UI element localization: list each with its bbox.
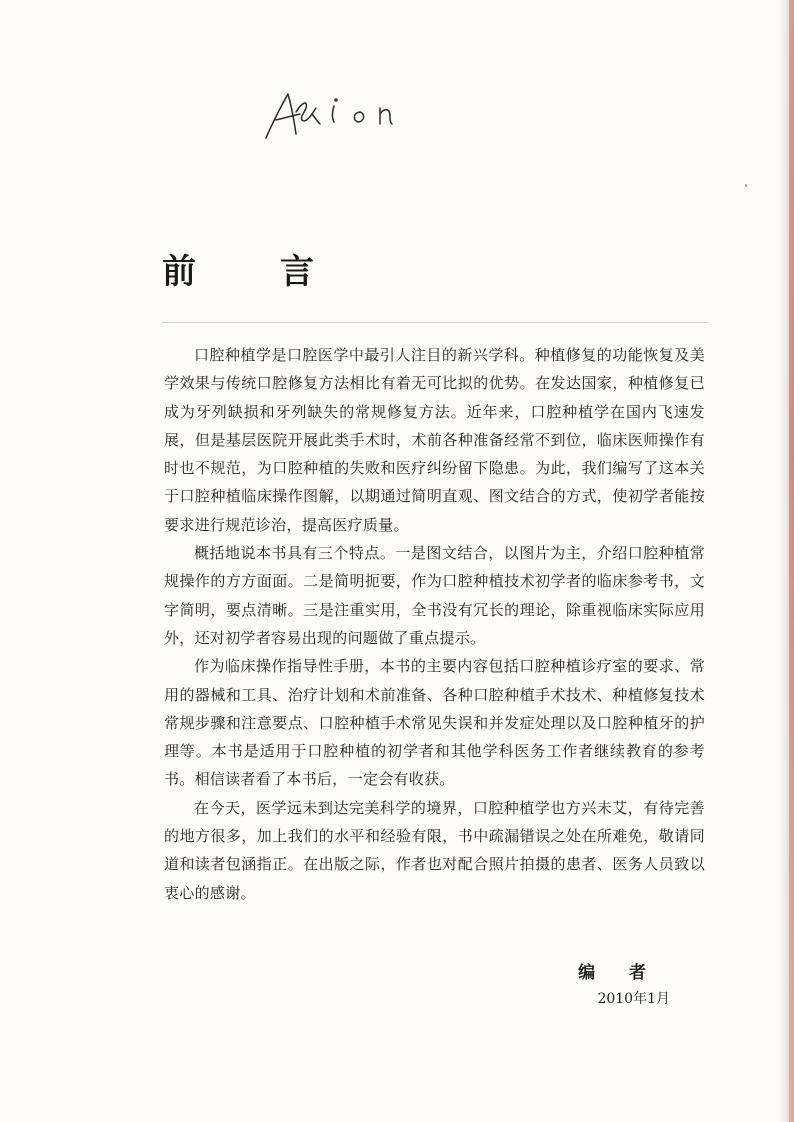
paragraph: 口腔种植学是口腔医学中最引人注目的新兴学科。种植修复的功能恢复及美学效果与传统口腔修复方法相比有着无可比拟的优势。在发达国家，种植修复已成为牙列缺损和牙列缺失的常规修复方法。近年来，口腔种植学在国内飞速发展，但是基层医院开展此类手术时，术前各种准备经常不到位，临床医师操作有时也不规范，为口腔种植的失败和医疗纠纷留下隐患。为此，我们编写了这本关于口腔种植临床操作图解，以期通过简明直观、图文结合的方式，使初学者能按要求进行规范诊治，提高医疗质量。: [164, 346, 705, 534]
page-title: 前 言: [162, 252, 350, 292]
preface-body: [164, 341, 705, 907]
paragraph: 概括地说本书具有三个特点。一是图文结合，以图片为主，介绍口腔种植常规操作的方方面面。二是简明扼要，作为口腔种植技术初学者的临床参考书，文字简明，要点清晰。三是注重实用，全书没有冗长的理论，除重视临床实际应用外，还对初学者容易出现的问题做了重点提示。: [164, 544, 705, 647]
date: 2010年1月: [597, 991, 670, 1007]
page-edge-tint: [789, 0, 794, 1122]
paper-speck: [745, 184, 747, 187]
paragraph: 作为临床操作指导性手册，本书的主要内容包括口腔种植诊疗室的要求、常用的器械和工具、治疗计划和术前准备、各种口腔种植手术技术、种植修复技术常规步骤和注意要点、口腔种植手术常见失误和并发症处理以及口腔种植牙的护理等。本书是适用于口腔种植的初学者和其他学科医务工作者继续教育的参考书。相信读者看了本书后，一定会有收获。: [164, 657, 705, 789]
title-divider: [162, 322, 707, 323]
handwritten-signature: [262, 84, 412, 144]
paragraph: 在今天，医学远未到达完美科学的境界，口腔种植学也方兴未艾，有待完善的地方很多，加上我们的水平和经验有限，书中疏漏错误之处在所难免，敬请同道和读者包涵指正。在出版之际，作者也对配合照片拍摄的患者、医务人员致以衷心的感谢。: [164, 798, 705, 902]
author-signoff: 编 者: [578, 963, 660, 983]
